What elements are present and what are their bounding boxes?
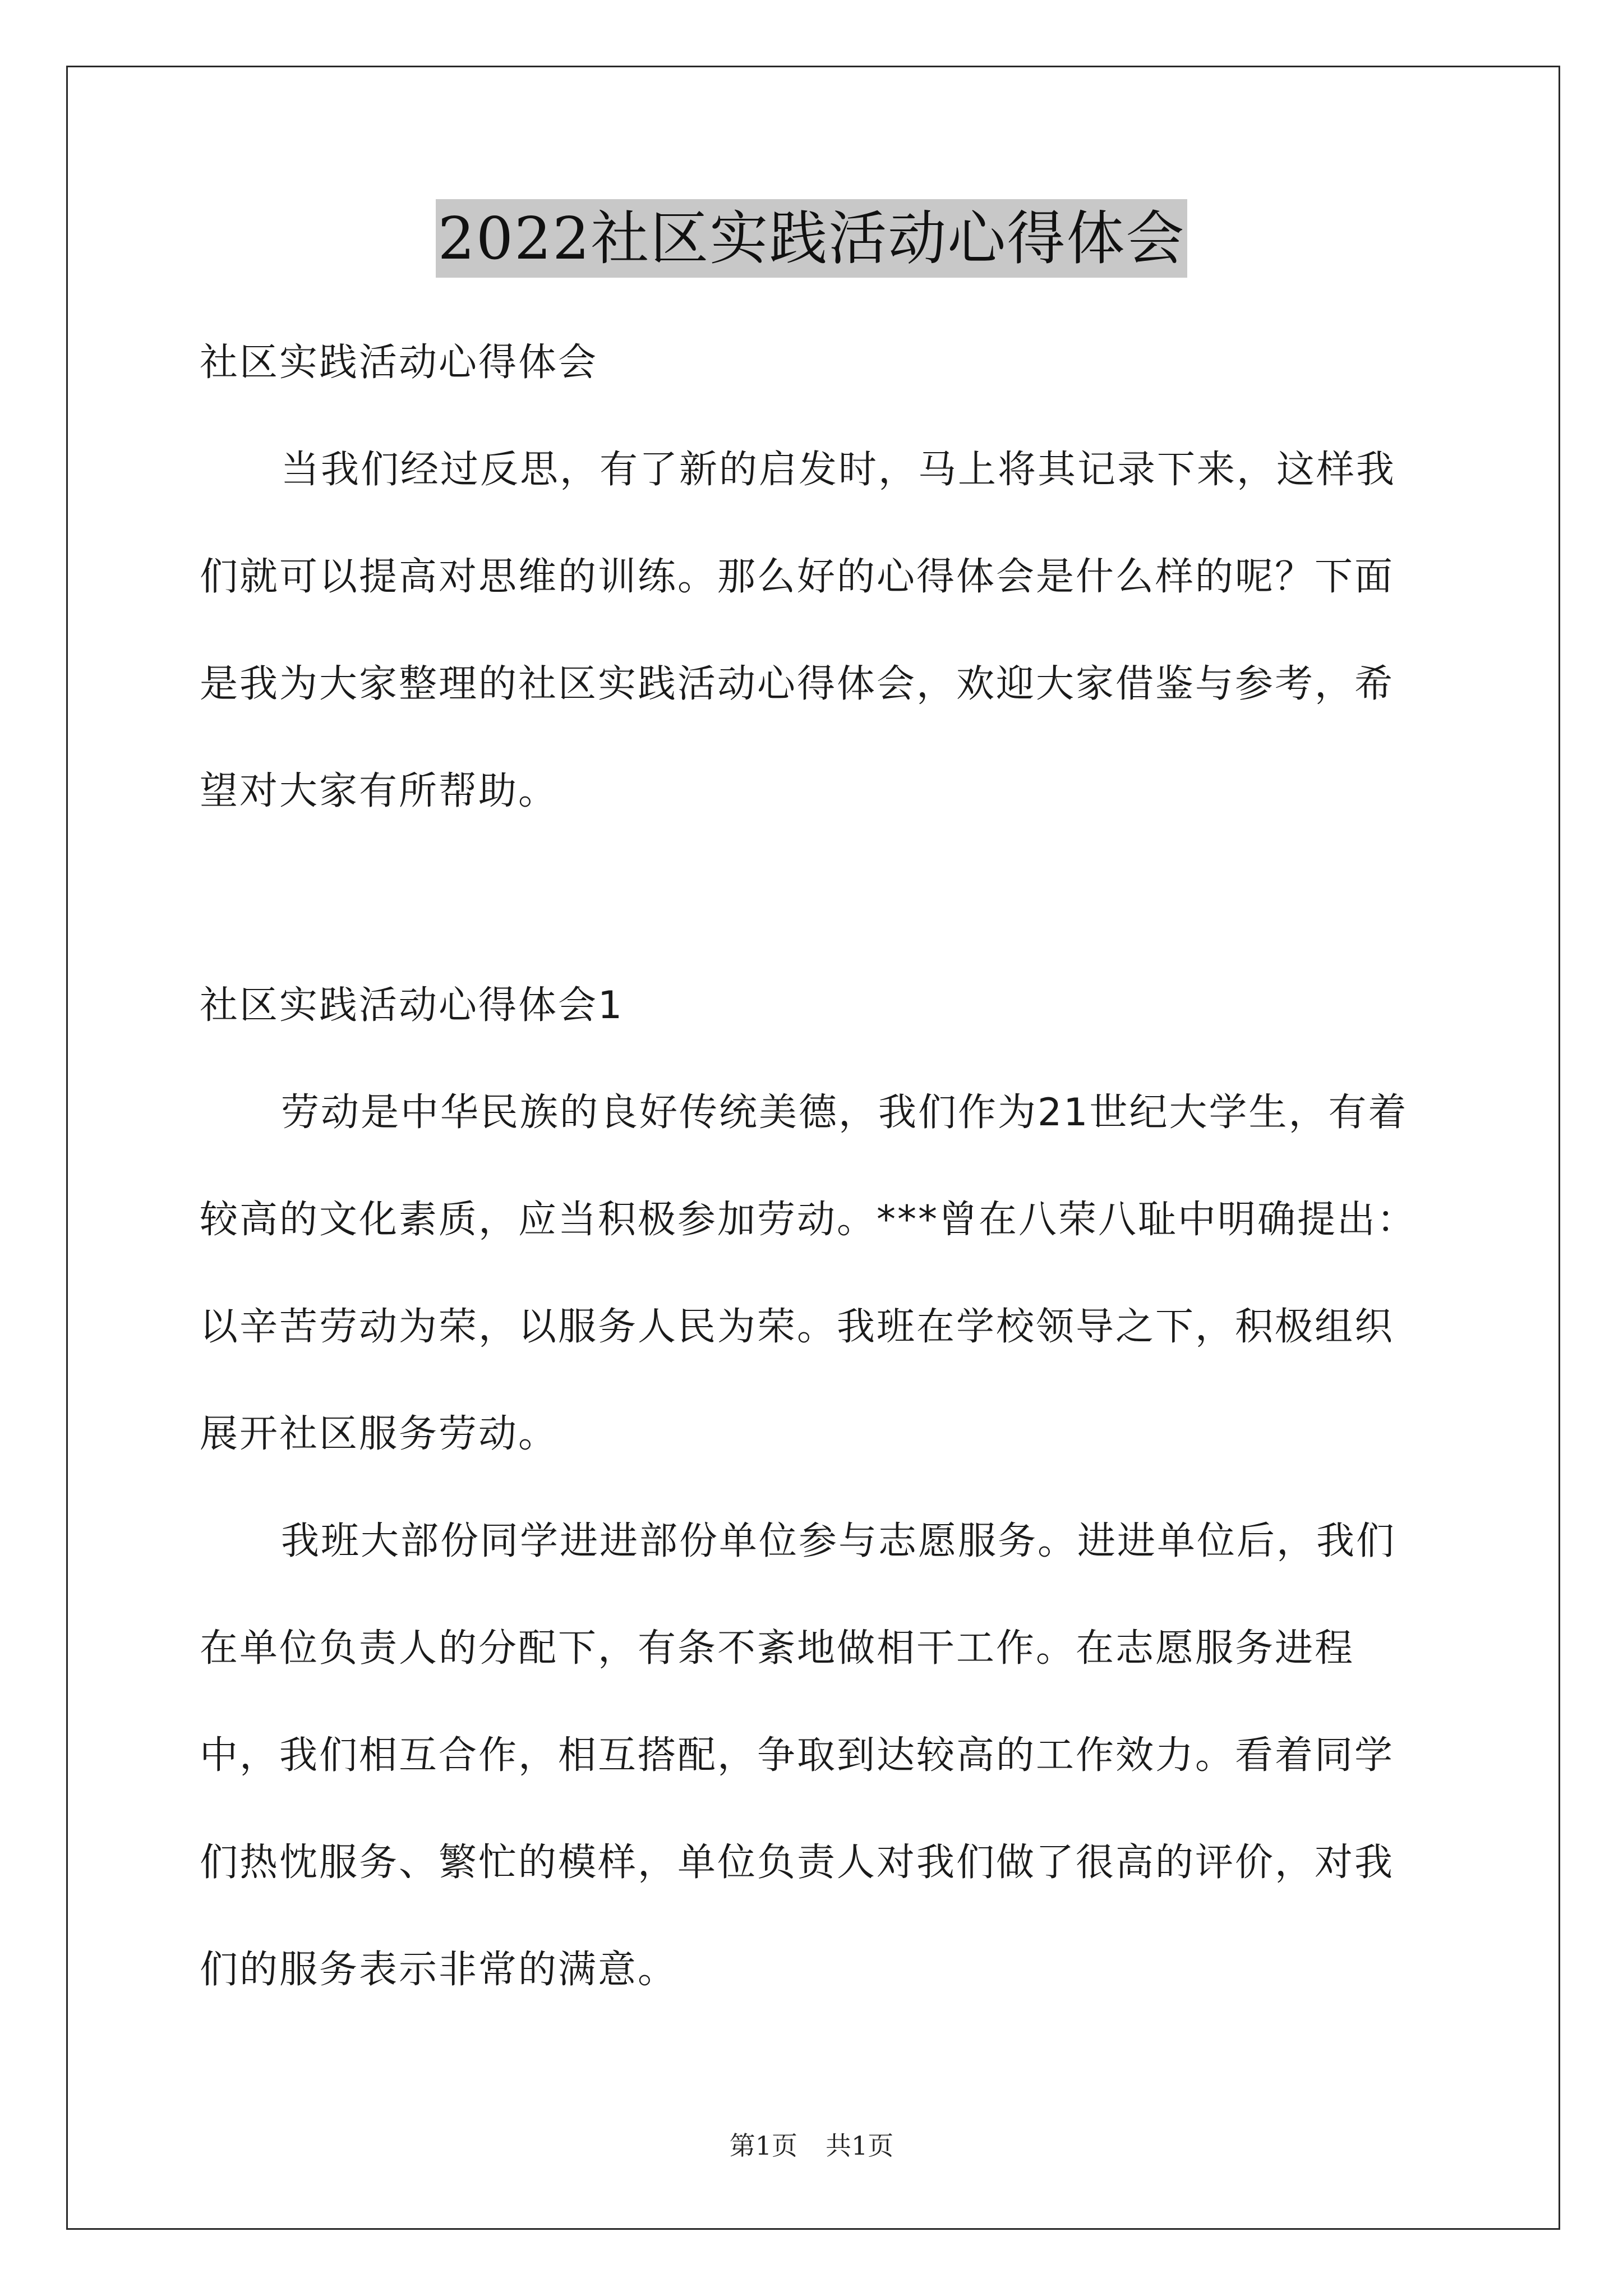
document-title: 2022社区实践活动心得体会 bbox=[436, 199, 1188, 278]
section-heading: 社区实践活动心得体会1 bbox=[200, 983, 624, 1028]
section-spacer bbox=[200, 845, 1433, 952]
page-number: 第1页 bbox=[729, 2131, 797, 2161]
page-footer bbox=[0, 2129, 1623, 2162]
page-total: 共1页 bbox=[826, 2131, 894, 2161]
intro-paragraph: 当我们经过反思，有了新的启发时，马上将其记录下来，这样我们就可以提高对思维的训练。那么好的心得体会是什么样的呢？下面是我为大家整理的社区实践活动心得体会，欢迎大家借鉴与参考，希望对大家有所帮助。 bbox=[200, 448, 1396, 813]
document-subtitle: 社区实践活动心得体会 bbox=[200, 341, 598, 385]
body-paragraph: 我班大部份同学进进部份单位参与志愿服务。进进单位后，我们在单位负责人的分配下，有条不紊地做相干工作。在志愿服务进程中，我们相互合作，相互搭配，争取到达较高的工作效力。看着同学们热忱服务、繁忙的模样，单位负责人对我们做了很高的评价，对我们的服务表示非常的满意。 bbox=[200, 1519, 1396, 1992]
title-wrap bbox=[0, 199, 1623, 278]
body-paragraph: 劳动是中华民族的良好传统美德，我们作为21世纪大学生，有着较高的文化素质，应当积极参加劳动。***曾在八荣八耻中明确提出：以辛苦劳动为荣，以服务人民为荣。我班在学校领导之下，积极组织展开社区服务劳动。 bbox=[200, 1091, 1417, 1456]
document-body bbox=[200, 309, 1433, 2023]
